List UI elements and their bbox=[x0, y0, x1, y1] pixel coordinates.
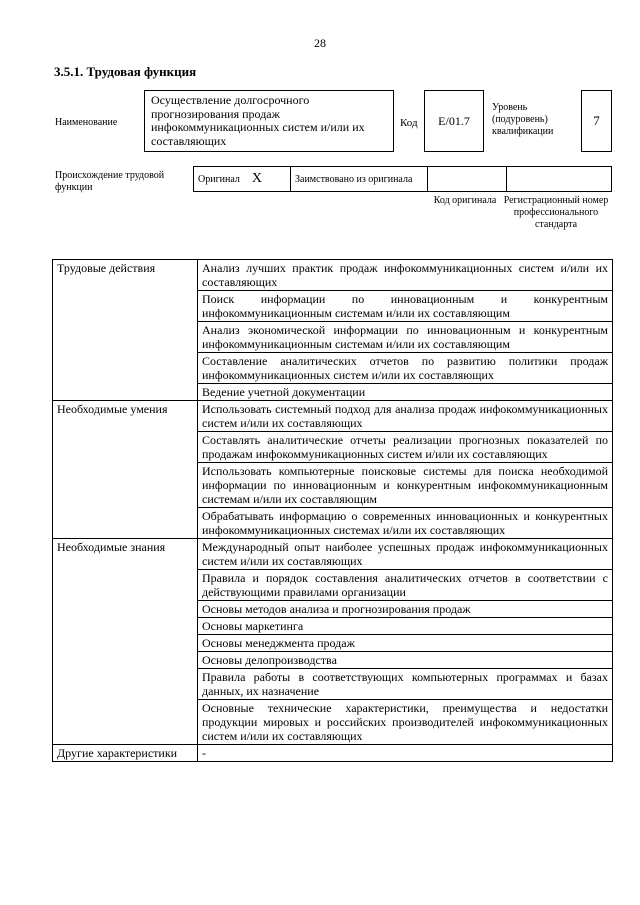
original-mark: X bbox=[251, 171, 263, 186]
code-box bbox=[424, 90, 484, 152]
table-row bbox=[53, 401, 613, 432]
original-cell bbox=[194, 167, 291, 192]
item-cell: Основы методов анализа и прогнозирования продаж bbox=[198, 601, 613, 618]
item-cell: Использовать системный подход для анализа продаж инфокоммуникационных систем и/или их составляющих bbox=[198, 401, 613, 432]
level-box bbox=[581, 90, 612, 152]
level-value: 7 bbox=[593, 113, 600, 128]
function-name-value: Осуществление долгосрочного прогнозирования продаж инфокоммуникационных систем и/или их составляющих bbox=[151, 93, 365, 148]
borrowed-label: Заимствовано из оригинала bbox=[295, 173, 413, 185]
function-name-box bbox=[144, 90, 394, 152]
origin-label: Происхождение трудовой функции bbox=[55, 170, 165, 193]
reg-number-cell bbox=[507, 167, 612, 192]
item-cell: Анализ экономической информации по инновационным и конкурентным инфокоммуникационным системам и/или их составляющим bbox=[198, 322, 613, 353]
item-cell: Использовать компьютерные поисковые системы для поиска необходимой информации по инновационным и конкурентным инфокоммуникационным системам и/или их составляющим bbox=[198, 463, 613, 508]
table-row bbox=[53, 539, 613, 570]
function-details-table bbox=[52, 259, 613, 762]
item-cell: Составление аналитических отчетов по развитию политики продаж инфокоммуникационных систем и/или их составляющих bbox=[198, 353, 613, 384]
name-label: Наименование bbox=[55, 117, 118, 128]
category-cell: Другие характеристики bbox=[53, 745, 198, 762]
item-cell: Обрабатывать информацию о современных инновационных и конкурентных инфокоммуникационных системах и/или их составляющих bbox=[198, 508, 613, 539]
item-cell: Основные технические характеристики, преимущества и недостатки продукции мировых и российских производителей инфокоммуникационных систем и/или их составляющих bbox=[198, 700, 613, 745]
item-cell: Основы менеджмента продаж bbox=[198, 635, 613, 652]
code-original-cell bbox=[428, 167, 507, 192]
level-label: Уровень (подуровень) квалификации bbox=[492, 102, 554, 137]
reg-number-label: Регистрационный номер профессионального стандарта bbox=[503, 195, 609, 230]
page-number: 28 bbox=[314, 36, 326, 50]
code-value: E/01.7 bbox=[438, 113, 470, 128]
category-cell: Трудовые действия bbox=[53, 260, 198, 401]
section-title: 3.5.1. Трудовая функция bbox=[54, 64, 197, 79]
original-label: Оригинал bbox=[198, 174, 240, 185]
item-cell: - bbox=[198, 745, 613, 762]
item-cell: Правила работы в соответствующих компьютерных программах и базах данных, их назначение bbox=[198, 669, 613, 700]
origin-table bbox=[193, 166, 612, 192]
code-original-label: Код оригинала bbox=[433, 195, 497, 206]
item-cell: Международный опыт наиболее успешных продаж инфокоммуникационных систем и/или их составляющих bbox=[198, 539, 613, 570]
category-cell: Необходимые умения bbox=[53, 401, 198, 539]
item-cell: Правила и порядок составления аналитических отчетов в соответствии с действующими правилами организации bbox=[198, 570, 613, 601]
category-cell: Необходимые знания bbox=[53, 539, 198, 745]
item-cell: Основы маркетинга bbox=[198, 618, 613, 635]
item-cell: Основы делопроизводства bbox=[198, 652, 613, 669]
borrowed-cell bbox=[291, 167, 428, 192]
item-cell: Анализ лучших практик продаж инфокоммуникационных систем и/или их составляющих bbox=[198, 260, 613, 291]
item-cell: Составлять аналитические отчеты реализации прогнозных показателей по продажам инфокоммуникационных систем и/или их составляющих bbox=[198, 432, 613, 463]
table-row bbox=[53, 260, 613, 291]
code-label: Код bbox=[400, 117, 418, 129]
table-row bbox=[53, 745, 613, 762]
item-cell: Ведение учетной документации bbox=[198, 384, 613, 401]
function-details-body bbox=[53, 260, 613, 762]
item-cell: Поиск информации по инновационным и конкурентным инфокоммуникационным системам и/или их составляющим bbox=[198, 291, 613, 322]
